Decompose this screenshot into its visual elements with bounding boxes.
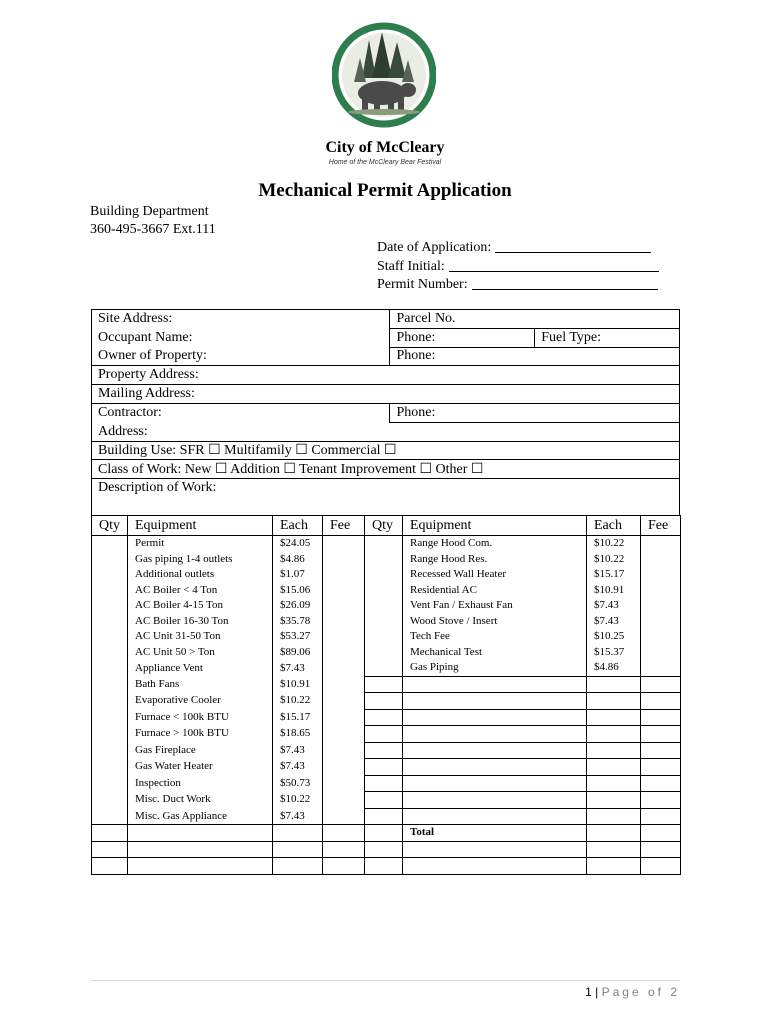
equipment-name bbox=[403, 775, 587, 792]
each-price: $10.22 bbox=[587, 536, 641, 552]
each-price: $4.86 bbox=[273, 552, 323, 568]
each-price: $53.27 bbox=[273, 629, 323, 645]
table-row bbox=[92, 726, 681, 743]
permit-number-row bbox=[377, 276, 659, 295]
equipment-name: Residential AC bbox=[403, 583, 587, 599]
permit-number-label: Permit Number: bbox=[377, 277, 468, 292]
fee-cell[interactable] bbox=[323, 536, 365, 552]
each-price bbox=[587, 742, 641, 759]
table-row bbox=[92, 759, 681, 776]
fee-cell[interactable] bbox=[641, 645, 681, 661]
fee-cell[interactable] bbox=[641, 742, 681, 759]
equipment-name: Range Hood Res. bbox=[403, 552, 587, 568]
table-row bbox=[92, 808, 681, 825]
equipment-name bbox=[403, 759, 587, 776]
fee-cell[interactable] bbox=[323, 759, 365, 776]
page-title: Mechanical Permit Application bbox=[258, 180, 512, 201]
qty-cell[interactable] bbox=[92, 645, 128, 661]
equipment-fee-table bbox=[91, 515, 681, 875]
each-price: $10.22 bbox=[587, 552, 641, 568]
equipment-name: Inspection bbox=[128, 775, 273, 792]
equipment-name bbox=[403, 858, 587, 875]
equipment-name bbox=[128, 841, 273, 858]
fee-cell[interactable] bbox=[641, 858, 681, 875]
table-row bbox=[92, 742, 681, 759]
fee-cell[interactable] bbox=[323, 614, 365, 630]
contractor-phone-cell[interactable]: Phone: bbox=[390, 403, 680, 422]
equipment-name: Additional outlets bbox=[128, 567, 273, 583]
equipment-name: AC Unit 31-50 Ton bbox=[128, 629, 273, 645]
qty-cell[interactable] bbox=[365, 583, 403, 599]
fee-cell[interactable] bbox=[323, 583, 365, 599]
fee-cell[interactable] bbox=[641, 709, 681, 726]
fee-cell[interactable] bbox=[323, 709, 365, 726]
each-price: $15.37 bbox=[587, 645, 641, 661]
each-price: $15.17 bbox=[273, 709, 323, 726]
city-name: City of McCleary bbox=[325, 139, 445, 156]
table-row bbox=[92, 709, 681, 726]
qty-cell[interactable] bbox=[92, 792, 128, 809]
qty-cell[interactable] bbox=[365, 759, 403, 776]
class-of-work-cell[interactable]: Class of Work: New ☐ Addition ☐ Tenant Improvement ☐ Other ☐ bbox=[92, 460, 680, 479]
each-price: $7.43 bbox=[587, 614, 641, 630]
application-info bbox=[377, 239, 659, 295]
each-price: $7.43 bbox=[273, 742, 323, 759]
equipment-name: Appliance Vent bbox=[128, 660, 273, 676]
qty-cell[interactable] bbox=[365, 693, 403, 710]
each-price bbox=[587, 726, 641, 743]
each-price: $50.73 bbox=[273, 775, 323, 792]
header-fee-left: Fee bbox=[323, 516, 365, 536]
site-address-cell[interactable]: Site Address: bbox=[92, 310, 390, 329]
qty-cell[interactable] bbox=[365, 645, 403, 661]
each-price bbox=[587, 858, 641, 875]
equipment-name bbox=[128, 825, 273, 842]
qty-cell[interactable] bbox=[365, 567, 403, 583]
qty-cell[interactable] bbox=[365, 858, 403, 875]
equipment-name: Bath Fans bbox=[128, 676, 273, 693]
each-price: $10.91 bbox=[273, 676, 323, 693]
qty-cell[interactable] bbox=[92, 775, 128, 792]
qty-cell[interactable] bbox=[365, 629, 403, 645]
fee-cell[interactable] bbox=[641, 759, 681, 776]
qty-cell[interactable] bbox=[92, 858, 128, 875]
qty-cell[interactable] bbox=[92, 726, 128, 743]
table-row bbox=[92, 536, 681, 552]
fee-cell[interactable] bbox=[323, 660, 365, 676]
each-price bbox=[273, 858, 323, 875]
header-fee-right: Fee bbox=[641, 516, 681, 536]
header-equipment-right: Equipment bbox=[403, 516, 587, 536]
qty-cell[interactable] bbox=[365, 614, 403, 630]
equipment-name: AC Boiler 4-15 Ton bbox=[128, 598, 273, 614]
equipment-name bbox=[403, 841, 587, 858]
fee-cell[interactable] bbox=[323, 742, 365, 759]
department-name: Building Department bbox=[90, 204, 209, 219]
each-price: $7.43 bbox=[587, 598, 641, 614]
each-price: $10.91 bbox=[587, 583, 641, 599]
each-price bbox=[587, 759, 641, 776]
equipment-name: Vent Fan / Exhaust Fan bbox=[403, 598, 587, 614]
header-equipment-left: Equipment bbox=[128, 516, 273, 536]
fee-cell[interactable] bbox=[641, 583, 681, 599]
date-of-application-label: Date of Application: bbox=[377, 240, 492, 255]
table-row bbox=[92, 645, 681, 661]
equipment-name bbox=[403, 792, 587, 809]
each-price: $89.06 bbox=[273, 645, 323, 661]
equipment-name: Evaporative Cooler bbox=[128, 693, 273, 710]
qty-cell[interactable] bbox=[365, 536, 403, 552]
contractor-cell[interactable]: Contractor: bbox=[92, 403, 390, 422]
qty-cell[interactable] bbox=[92, 742, 128, 759]
qty-cell[interactable] bbox=[365, 709, 403, 726]
department-info bbox=[90, 203, 216, 239]
each-price bbox=[587, 775, 641, 792]
qty-cell[interactable] bbox=[92, 825, 128, 842]
each-price bbox=[587, 676, 641, 693]
equipment-name: Permit bbox=[128, 536, 273, 552]
fee-cell[interactable] bbox=[323, 552, 365, 568]
equipment-name bbox=[403, 693, 587, 710]
equipment-name bbox=[128, 858, 273, 875]
equipment-name: Gas Fireplace bbox=[128, 742, 273, 759]
property-address-cell[interactable]: Property Address: bbox=[92, 366, 680, 385]
qty-cell[interactable] bbox=[365, 792, 403, 809]
qty-cell[interactable] bbox=[92, 676, 128, 693]
qty-cell[interactable] bbox=[92, 583, 128, 599]
fee-cell[interactable] bbox=[323, 567, 365, 583]
header-each-left: Each bbox=[273, 516, 323, 536]
equipment-name: Gas Piping bbox=[403, 660, 587, 676]
fee-cell[interactable] bbox=[641, 775, 681, 792]
department-phone: 360-495-3667 Ext.111 bbox=[90, 222, 216, 237]
fee-cell[interactable] bbox=[323, 645, 365, 661]
fee-cell[interactable] bbox=[641, 536, 681, 552]
qty-cell[interactable] bbox=[92, 629, 128, 645]
fee-cell[interactable] bbox=[641, 808, 681, 825]
each-price bbox=[273, 841, 323, 858]
permit-number-field[interactable] bbox=[472, 276, 658, 290]
table-row bbox=[92, 552, 681, 568]
fee-cell[interactable] bbox=[641, 676, 681, 693]
each-price bbox=[273, 825, 323, 842]
fee-cell[interactable] bbox=[323, 792, 365, 809]
each-price: $1.07 bbox=[273, 567, 323, 583]
equipment-name: Gas piping 1-4 outlets bbox=[128, 552, 273, 568]
occupant-phone-cell[interactable]: Phone: bbox=[390, 328, 535, 347]
each-price: $10.25 bbox=[587, 629, 641, 645]
fee-cell[interactable] bbox=[641, 693, 681, 710]
table-row bbox=[92, 693, 681, 710]
equipment-name: Range Hood Com. bbox=[403, 536, 587, 552]
each-price: $10.22 bbox=[273, 693, 323, 710]
fee-cell[interactable] bbox=[641, 614, 681, 630]
equipment-name bbox=[403, 808, 587, 825]
equipment-name: Misc. Gas Appliance bbox=[128, 808, 273, 825]
header-qty-right: Qty bbox=[365, 516, 403, 536]
qty-cell[interactable] bbox=[365, 726, 403, 743]
equipment-name: Furnace > 100k BTU bbox=[128, 726, 273, 743]
applicant-info-table bbox=[91, 309, 680, 516]
each-price: $7.43 bbox=[273, 808, 323, 825]
each-price: $10.22 bbox=[273, 792, 323, 809]
qty-cell[interactable] bbox=[92, 841, 128, 858]
equipment-name bbox=[403, 676, 587, 693]
fee-cell[interactable] bbox=[641, 841, 681, 858]
qty-cell[interactable] bbox=[365, 598, 403, 614]
header-each-right: Each bbox=[587, 516, 641, 536]
mailing-address-cell[interactable]: Mailing Address: bbox=[92, 385, 680, 404]
fee-cell[interactable] bbox=[641, 660, 681, 676]
table-row bbox=[92, 775, 681, 792]
qty-cell[interactable] bbox=[365, 552, 403, 568]
fuel-type-cell[interactable]: Fuel Type: bbox=[535, 328, 680, 347]
fee-cell[interactable] bbox=[323, 693, 365, 710]
fee-cell[interactable] bbox=[323, 629, 365, 645]
city-seal-logo bbox=[332, 20, 436, 130]
fee-cell[interactable] bbox=[323, 598, 365, 614]
equipment-name: AC Unit 50 > Ton bbox=[128, 645, 273, 661]
header-qty-left: Qty bbox=[92, 516, 128, 536]
each-price bbox=[587, 841, 641, 858]
page-number: 1 bbox=[585, 985, 592, 999]
occupant-name-cell[interactable]: Occupant Name: bbox=[92, 328, 390, 347]
equipment-name: Misc. Duct Work bbox=[128, 792, 273, 809]
equipment-name bbox=[403, 742, 587, 759]
total-label: Total bbox=[403, 825, 587, 842]
equipment-name bbox=[403, 709, 587, 726]
owner-of-property-cell[interactable]: Owner of Property: bbox=[92, 347, 390, 366]
staff-initial-field[interactable] bbox=[449, 258, 659, 272]
fee-cell[interactable] bbox=[641, 598, 681, 614]
contractor-address-cell[interactable]: Address: bbox=[92, 422, 680, 441]
fee-cell[interactable] bbox=[641, 825, 681, 842]
equipment-name: Gas Water Heater bbox=[128, 759, 273, 776]
city-tagline: Home of the McCleary Bear Festival bbox=[328, 159, 442, 166]
description-of-work-cell[interactable]: Description of Work: bbox=[92, 479, 680, 497]
qty-cell[interactable] bbox=[92, 536, 128, 552]
qty-cell[interactable] bbox=[92, 693, 128, 710]
each-price: $7.43 bbox=[273, 660, 323, 676]
qty-cell[interactable] bbox=[92, 759, 128, 776]
qty-cell[interactable] bbox=[92, 598, 128, 614]
each-price: $24.05 bbox=[273, 536, 323, 552]
qty-cell[interactable] bbox=[92, 660, 128, 676]
table-row bbox=[92, 660, 681, 676]
staff-initial-row bbox=[377, 258, 659, 277]
table-row bbox=[92, 598, 681, 614]
qty-cell[interactable] bbox=[92, 567, 128, 583]
page-of-text: Page of 2 bbox=[601, 985, 680, 999]
fee-cell[interactable] bbox=[641, 567, 681, 583]
each-price: $18.65 bbox=[273, 726, 323, 743]
equipment-name: AC Boiler 16-30 Ton bbox=[128, 614, 273, 630]
qty-cell[interactable] bbox=[365, 808, 403, 825]
qty-cell[interactable] bbox=[92, 614, 128, 630]
table-row bbox=[92, 614, 681, 630]
each-price: $26.09 bbox=[273, 598, 323, 614]
table-row bbox=[92, 567, 681, 583]
table-row bbox=[92, 676, 681, 693]
equipment-name: Furnace < 100k BTU bbox=[128, 709, 273, 726]
fee-cell[interactable] bbox=[323, 825, 365, 842]
fee-cell[interactable] bbox=[323, 808, 365, 825]
each-price bbox=[587, 693, 641, 710]
each-price: $15.17 bbox=[587, 567, 641, 583]
table-row bbox=[92, 792, 681, 809]
equipment-name: Recessed Wall Heater bbox=[403, 567, 587, 583]
equipment-table-body bbox=[92, 536, 681, 875]
qty-cell[interactable] bbox=[365, 660, 403, 676]
fee-cell[interactable] bbox=[323, 841, 365, 858]
each-price bbox=[587, 709, 641, 726]
equipment-name: Mechanical Test bbox=[403, 645, 587, 661]
fee-cell[interactable] bbox=[323, 858, 365, 875]
fee-cell[interactable] bbox=[641, 629, 681, 645]
qty-cell[interactable] bbox=[365, 742, 403, 759]
equipment-name: Wood Stove / Insert bbox=[403, 614, 587, 630]
equipment-name: AC Boiler < 4 Ton bbox=[128, 583, 273, 599]
qty-cell[interactable] bbox=[365, 825, 403, 842]
building-use-cell[interactable]: Building Use: SFR ☐ Multifamily ☐ Commercial ☐ bbox=[92, 441, 680, 460]
fee-cell[interactable] bbox=[323, 676, 365, 693]
parcel-no-cell[interactable]: Parcel No. bbox=[390, 310, 680, 329]
staff-initial-label: Staff Initial: bbox=[377, 258, 445, 274]
equipment-name bbox=[403, 726, 587, 743]
equipment-table-header bbox=[92, 516, 681, 536]
owner-phone-cell[interactable]: Phone: bbox=[390, 347, 680, 366]
each-price bbox=[587, 808, 641, 825]
fee-cell[interactable] bbox=[641, 552, 681, 568]
each-price: $4.86 bbox=[587, 660, 641, 676]
page-footer bbox=[90, 980, 680, 999]
table-row bbox=[92, 825, 681, 842]
qty-cell[interactable] bbox=[92, 808, 128, 825]
each-price: $15.06 bbox=[273, 583, 323, 599]
table-row bbox=[92, 858, 681, 875]
table-row bbox=[92, 629, 681, 645]
description-of-work-field[interactable] bbox=[92, 497, 680, 515]
fee-cell[interactable] bbox=[323, 726, 365, 743]
table-row bbox=[92, 583, 681, 599]
each-price bbox=[587, 792, 641, 809]
qty-cell[interactable] bbox=[365, 775, 403, 792]
fee-cell[interactable] bbox=[641, 726, 681, 743]
each-price: $35.78 bbox=[273, 614, 323, 630]
date-of-application-field[interactable] bbox=[495, 239, 651, 253]
table-row bbox=[92, 841, 681, 858]
qty-cell[interactable] bbox=[92, 709, 128, 726]
qty-cell[interactable] bbox=[365, 841, 403, 858]
fee-cell[interactable] bbox=[323, 775, 365, 792]
footer-separator: | bbox=[595, 985, 599, 999]
qty-cell[interactable] bbox=[92, 552, 128, 568]
equipment-name: Tech Fee bbox=[403, 629, 587, 645]
each-price: $7.43 bbox=[273, 759, 323, 776]
date-of-application-row bbox=[377, 239, 659, 258]
fee-cell[interactable] bbox=[641, 792, 681, 809]
each-price bbox=[587, 825, 641, 842]
qty-cell[interactable] bbox=[365, 676, 403, 693]
